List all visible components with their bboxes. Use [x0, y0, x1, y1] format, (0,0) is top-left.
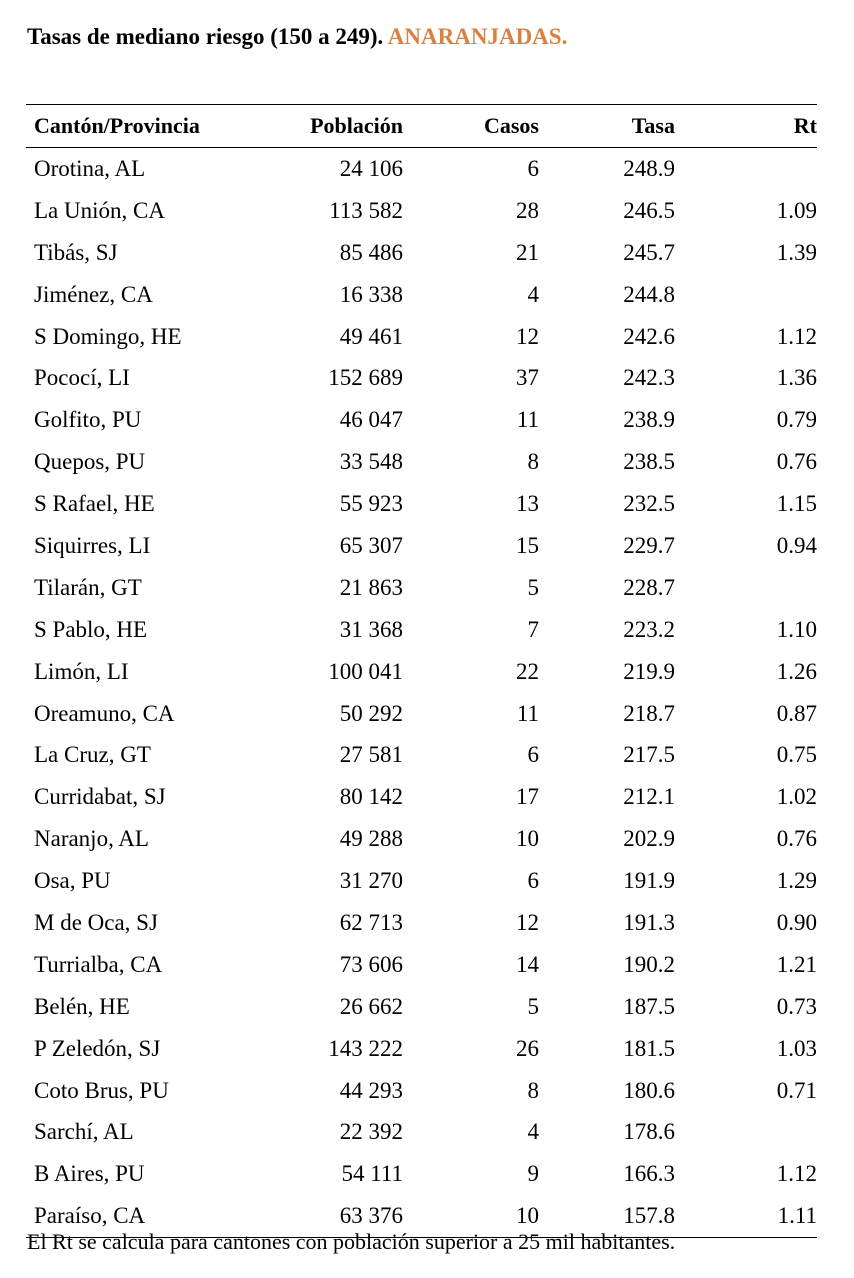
- table-row: [26, 441, 817, 483]
- cell-casos: 6: [527, 155, 539, 181]
- table-row: [26, 232, 817, 274]
- cell-rt: 1.39: [776, 239, 817, 265]
- cell-poblacion: 152 689: [328, 365, 403, 391]
- cell-rt: 1.29: [776, 868, 817, 894]
- cell-canton: La Cruz, GT: [34, 742, 151, 768]
- cell-canton: Coto Brus, PU: [34, 1077, 169, 1103]
- cell-casos: 5: [527, 574, 539, 600]
- cell-casos: 7: [527, 616, 539, 642]
- cell-canton: Osa, PU: [34, 868, 111, 894]
- cell-poblacion: 54 111: [341, 1161, 403, 1187]
- cell-canton: Curridabat, SJ: [34, 784, 166, 810]
- title-accent: ANARANJADAS.: [387, 24, 568, 49]
- table-row: [26, 274, 817, 316]
- cell-tasa: 157.8: [623, 1203, 675, 1229]
- cell-tasa: 166.3: [623, 1161, 675, 1187]
- cell-canton: Golfito, PU: [34, 407, 142, 433]
- cell-canton: Turrialba, CA: [34, 951, 163, 977]
- cell-canton: B Aires, PU: [34, 1161, 145, 1187]
- cell-poblacion: 26 662: [339, 993, 403, 1019]
- cell-poblacion: 22 392: [339, 1119, 403, 1145]
- cell-casos: 4: [527, 281, 539, 307]
- cell-poblacion: 55 923: [339, 491, 403, 517]
- cell-rt: 0.87: [776, 700, 817, 726]
- cell-canton: M de Oca, SJ: [34, 909, 158, 935]
- cell-poblacion: 85 486: [339, 239, 403, 265]
- cell-tasa: 238.9: [623, 407, 675, 433]
- cell-casos: 28: [516, 197, 539, 223]
- cell-casos: 10: [516, 1203, 539, 1229]
- cell-canton: Tibás, SJ: [34, 239, 118, 265]
- table-body: [26, 148, 817, 1238]
- cell-canton: S Pablo, HE: [34, 616, 148, 642]
- rates-table-container: [26, 104, 817, 1238]
- cell-rt: [675, 274, 817, 316]
- cell-tasa: 202.9: [623, 826, 675, 852]
- cell-poblacion: 143 222: [328, 1035, 403, 1061]
- cell-rt: 1.02: [776, 784, 817, 810]
- cell-poblacion: 113 582: [329, 197, 403, 223]
- cell-rt: 0.79: [776, 407, 817, 433]
- cell-tasa: 219.9: [623, 658, 675, 684]
- table-row: [26, 316, 817, 358]
- cell-poblacion: 31 270: [339, 868, 403, 894]
- cell-rt: 1.03: [776, 1035, 817, 1061]
- cell-poblacion: 21 863: [339, 574, 403, 600]
- header-tasa: Tasa: [631, 113, 675, 138]
- cell-rt: 1.36: [776, 365, 817, 391]
- cell-poblacion: 16 338: [339, 281, 403, 307]
- header-casos: Casos: [483, 113, 539, 138]
- cell-rt: 0.71: [776, 1077, 817, 1103]
- cell-canton: Tilarán, GT: [34, 574, 142, 600]
- table-row: [26, 693, 817, 735]
- cell-rt: 0.94: [776, 532, 817, 558]
- cell-tasa: 242.3: [623, 365, 675, 391]
- cell-canton: Orotina, AL: [34, 155, 146, 181]
- cell-poblacion: 24 106: [339, 155, 403, 181]
- cell-casos: 22: [516, 658, 539, 684]
- table-row: [26, 525, 817, 567]
- cell-rt: 0.75: [776, 742, 817, 768]
- cell-poblacion: 44 293: [339, 1077, 403, 1103]
- table-row: [26, 1028, 817, 1070]
- rates-table: [26, 104, 817, 1238]
- cell-tasa: 178.6: [623, 1119, 675, 1145]
- cell-canton: Naranjo, AL: [34, 826, 149, 852]
- cell-casos: 8: [527, 449, 539, 475]
- cell-canton: Quepos, PU: [34, 449, 146, 475]
- cell-canton: Paraíso, CA: [34, 1203, 146, 1229]
- cell-poblacion: 65 307: [339, 532, 403, 558]
- table-row: [26, 609, 817, 651]
- cell-rt: 0.73: [776, 993, 817, 1019]
- cell-rt: 1.12: [776, 1161, 817, 1187]
- table-row: [26, 190, 817, 232]
- cell-poblacion: 100 041: [328, 658, 403, 684]
- cell-rt: 1.10: [776, 616, 817, 642]
- table-row: [26, 399, 817, 441]
- cell-rt: 1.09: [776, 197, 817, 223]
- cell-tasa: 223.2: [623, 616, 675, 642]
- cell-poblacion: 73 606: [339, 951, 403, 977]
- cell-casos: 17: [516, 784, 539, 810]
- cell-tasa: 248.9: [623, 155, 675, 181]
- cell-poblacion: 50 292: [339, 700, 403, 726]
- table-row: [26, 567, 817, 609]
- cell-canton: P Zeledón, SJ: [34, 1035, 161, 1061]
- cell-canton: Siquirres, LI: [34, 532, 151, 558]
- cell-casos: 26: [516, 1035, 539, 1061]
- header-poblacion: Población: [310, 113, 403, 138]
- header-rt: Rt: [793, 113, 817, 138]
- table-row: [26, 357, 817, 399]
- cell-casos: 6: [527, 742, 539, 768]
- cell-canton: Limón, LI: [34, 658, 129, 684]
- cell-casos: 8: [527, 1077, 539, 1103]
- cell-casos: 12: [516, 909, 539, 935]
- table-row: [26, 1111, 817, 1153]
- cell-rt: 1.21: [776, 951, 817, 977]
- cell-poblacion: 49 288: [339, 826, 403, 852]
- cell-tasa: 229.7: [623, 532, 675, 558]
- header-canton: Cantón/Provincia: [34, 113, 200, 138]
- cell-tasa: 232.5: [623, 491, 675, 517]
- cell-tasa: 238.5: [623, 449, 675, 475]
- cell-tasa: 228.7: [623, 574, 675, 600]
- table-header-row: [26, 105, 817, 148]
- cell-canton: Jiménez, CA: [34, 281, 153, 307]
- cell-tasa: 212.1: [623, 784, 675, 810]
- cell-canton: Pococí, LI: [34, 365, 130, 391]
- cell-rt: [675, 148, 817, 190]
- cell-casos: 5: [527, 993, 539, 1019]
- table-row: [26, 986, 817, 1028]
- cell-casos: 10: [516, 826, 539, 852]
- cell-poblacion: 27 581: [339, 742, 403, 768]
- cell-casos: 9: [527, 1161, 539, 1187]
- cell-rt: 0.76: [776, 449, 817, 475]
- cell-canton: Sarchí, AL: [34, 1119, 134, 1145]
- table-row: [26, 902, 817, 944]
- cell-rt: 0.90: [776, 909, 817, 935]
- cell-tasa: 191.3: [623, 909, 675, 935]
- cell-poblacion: 46 047: [339, 407, 403, 433]
- cell-tasa: 190.2: [623, 951, 675, 977]
- cell-casos: 4: [527, 1119, 539, 1145]
- cell-canton: La Unión, CA: [34, 197, 165, 223]
- table-row: [26, 818, 817, 860]
- table-row: [26, 148, 817, 190]
- title-main: Tasas de mediano riesgo (150 a 249).: [27, 24, 384, 49]
- cell-rt: 1.15: [776, 491, 817, 517]
- cell-poblacion: 33 548: [339, 449, 403, 475]
- cell-tasa: 180.6: [623, 1077, 675, 1103]
- cell-rt: 0.76: [776, 826, 817, 852]
- cell-casos: 14: [516, 951, 539, 977]
- cell-tasa: 218.7: [623, 700, 675, 726]
- cell-canton: S Rafael, HE: [34, 491, 155, 517]
- table-row: [26, 1153, 817, 1195]
- cell-tasa: 242.6: [623, 323, 675, 349]
- table-row: [26, 483, 817, 525]
- page-title: [27, 22, 567, 52]
- cell-tasa: 217.5: [623, 742, 675, 768]
- cell-canton: Belén, HE: [34, 993, 130, 1019]
- cell-casos: 11: [516, 700, 539, 726]
- cell-rt: 1.12: [776, 323, 817, 349]
- cell-tasa: 181.5: [623, 1035, 675, 1061]
- cell-casos: 21: [516, 239, 539, 265]
- table-row: [26, 734, 817, 776]
- cell-rt: [675, 567, 817, 609]
- cell-rt: 1.11: [777, 1203, 817, 1229]
- cell-tasa: 244.8: [623, 281, 675, 307]
- cell-rt: 1.26: [776, 658, 817, 684]
- table-row: [26, 651, 817, 693]
- table-row: [26, 944, 817, 986]
- footnote: El Rt se calcula para cantones con población superior a 25 mil habitantes.: [27, 1229, 676, 1254]
- cell-casos: 15: [516, 532, 539, 558]
- cell-canton: Oreamuno, CA: [34, 700, 175, 726]
- cell-poblacion: 31 368: [339, 616, 403, 642]
- table-row: [26, 776, 817, 818]
- table-header: [26, 105, 817, 148]
- cell-rt: [675, 1111, 817, 1153]
- cell-poblacion: 62 713: [339, 909, 403, 935]
- cell-casos: 37: [516, 365, 539, 391]
- table-row: [26, 860, 817, 902]
- cell-casos: 12: [516, 323, 539, 349]
- cell-casos: 6: [527, 868, 539, 894]
- cell-tasa: 245.7: [623, 239, 675, 265]
- cell-tasa: 191.9: [623, 868, 675, 894]
- cell-casos: 13: [516, 491, 539, 517]
- cell-poblacion: 80 142: [339, 784, 403, 810]
- cell-casos: 11: [516, 407, 539, 433]
- cell-poblacion: 63 376: [339, 1203, 403, 1229]
- cell-canton: S Domingo, HE: [34, 323, 182, 349]
- cell-tasa: 187.5: [623, 993, 675, 1019]
- table-row: [26, 1070, 817, 1112]
- cell-poblacion: 49 461: [339, 323, 403, 349]
- cell-tasa: 246.5: [623, 197, 675, 223]
